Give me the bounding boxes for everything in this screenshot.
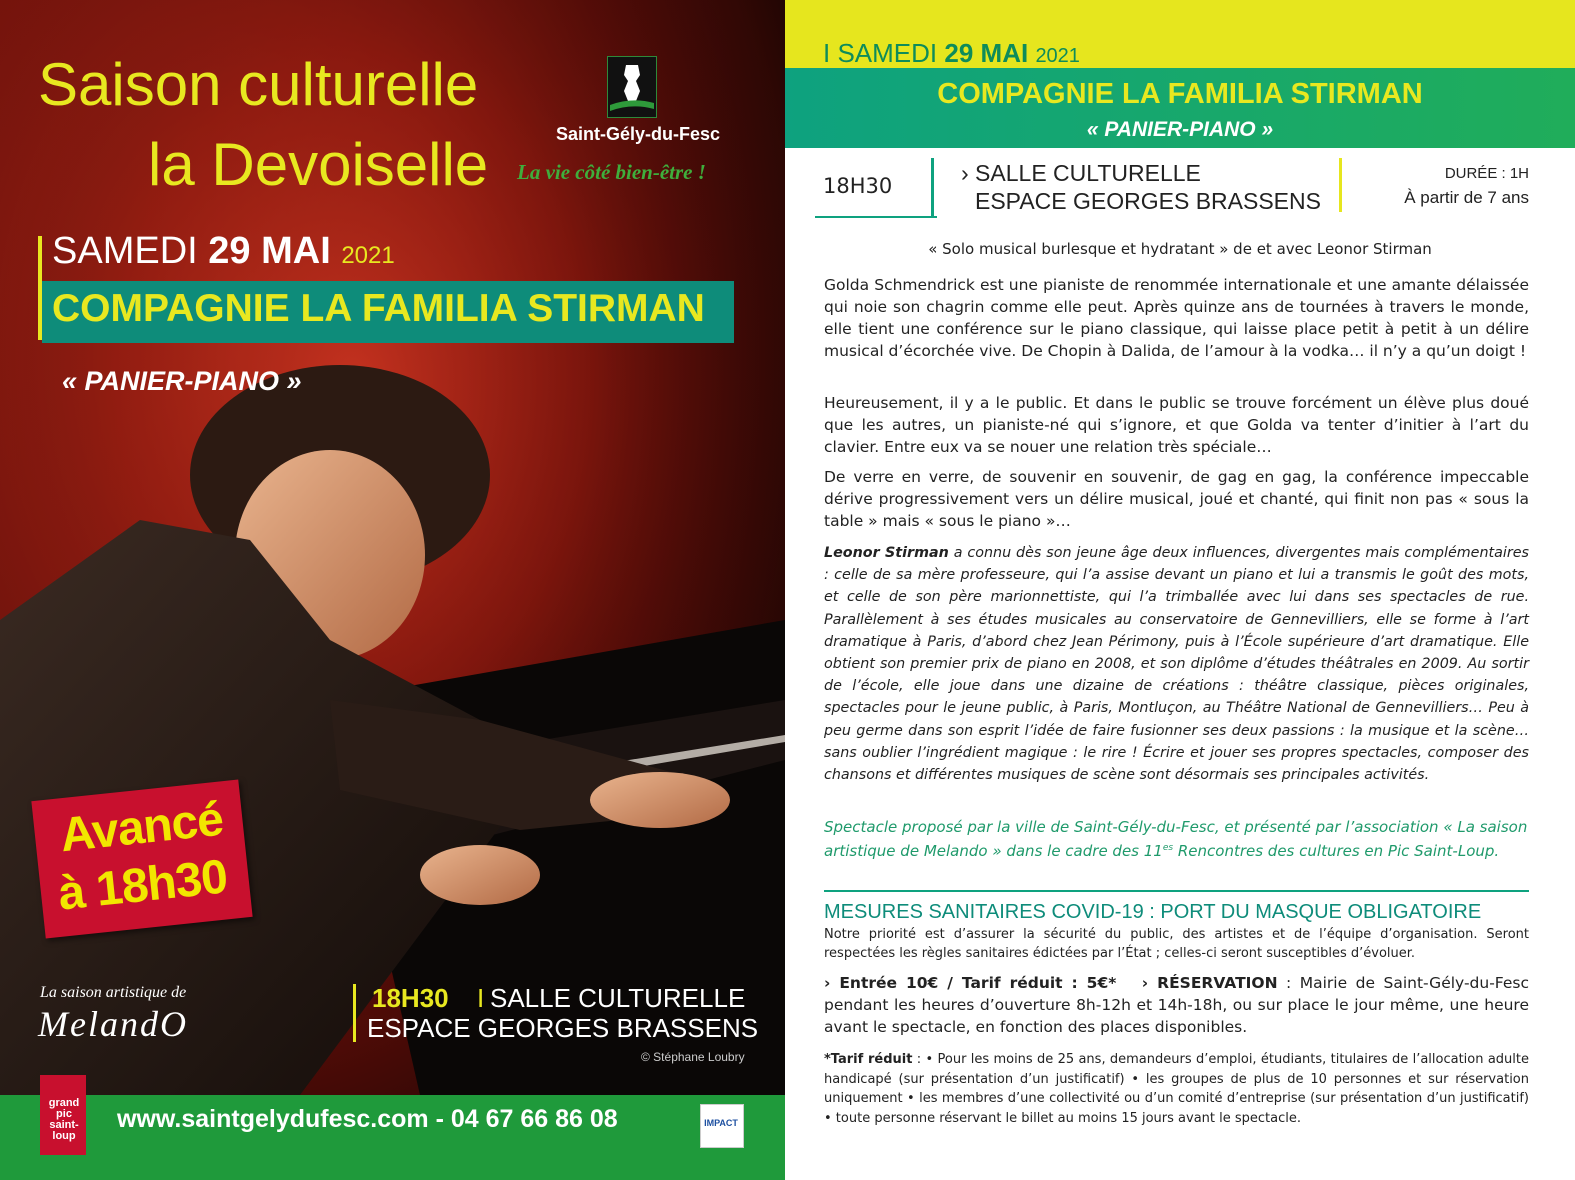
covid-text: Notre priorité est d’assurer la sécurité du public, des artistes et de l’équipe d’organisation. Seront respectées les règles sanitaires édictées par l’État ; celles-ci seront susceptibles d’évoluer. xyxy=(824,927,1529,961)
footer-contact[interactable]: www.saintgelydufesc.com - 04 67 66 86 08 xyxy=(117,1105,618,1133)
town-name: Saint-Gély-du-Fesc xyxy=(556,124,721,144)
sheet-venue-line1: › SALLE CULTURELLE xyxy=(961,160,1201,186)
sheet-time: 18H30 xyxy=(823,174,893,198)
photo-credit: © Stéphane Loubry xyxy=(641,1050,745,1064)
info-separator: I xyxy=(477,983,485,1013)
poster-venue-line1: SALLE CULTURELLE xyxy=(490,983,746,1013)
price-and-reservation xyxy=(824,972,1529,1038)
reservation-text: : Mairie de Saint-Gély-du-Fesc pendant les heures d’ouverture 8h-12h et 14h-18h, ou sur place le jour même, une heure avant le spectacle, en fonction des places disponibles. xyxy=(824,974,1529,1036)
poster-time: 18H30 xyxy=(372,983,449,1013)
poster-venue-line2: ESPACE GEORGES BRASSENS xyxy=(367,1013,759,1043)
artist-bio xyxy=(824,542,1529,786)
melando-caption: La saison artistique de xyxy=(40,984,187,1001)
sheet-age: À partir de 7 ans xyxy=(1404,188,1529,207)
price-info: › Entrée 10€ / Tarif réduit : 5€* xyxy=(824,974,1117,992)
date-number: 29 MAI xyxy=(208,230,331,272)
town-tagline: La vie côté bien-être ! xyxy=(517,160,706,184)
sheet-date-number: 29 MAI xyxy=(944,38,1029,68)
melando-logo: MelandO xyxy=(38,1004,188,1044)
reduced-rate-text: : • Pour les moins de 25 ans, demandeurs d’emploi, étudiants, titulaires de l’allocation adulte handicapé (sur présentation d’un justificatif) • les groupes de plus de 10 personnes et sur réservation uniquement • les membres d’une collectivité ou d’un comité d’entreprise (sur présentation d’un justificatif) • toute personne réservant le billet au moins 15 jours avant le spectacle. xyxy=(824,1052,1529,1126)
artist-name: Leonor Stirman xyxy=(824,545,949,561)
bear-icon xyxy=(608,57,656,117)
show-tagline: « Solo musical burlesque et hydratant » de et avec Leonor Stirman xyxy=(928,240,1432,258)
poster-company: COMPAGNIE LA FAMILIA STIRMAN xyxy=(52,287,705,330)
artist-bio-text: a connu dès son jeune âge deux influences, divergentes mais complémentaires : celle de sa mère professeure, qui l’a assise devant un piano et lui a transmis le goût des mots, et celle de son père marionnettiste, qui l’a trimballée avec lui dans ses spectacles de rue. Parallèlement à ses études musicales au conservatoire de Gennevilliers, elle se forme à l’art dramatique à Paris, d’abord chez Jean Périmony, puis à l’École supérieure d’art dramatique. Elle obtient son premier prix de piano en 2008, et son diplôme d’études théâtrales en 2009. Au sortir de l’école, elle joue dans une dizaine de créations : théâtre classique, pièces originales, spectacles pour le jeune public, à Paris, Montluçon, au Théâtre National de Gennevilliers… Peu à peu germe dans son esprit l’idée de faire fusionner ses deux passions : la musique et la scène… sans oublier l’ingrédient magique : le rire ! Écrire et jouer ses propres spectacles, composer des chansons et différentes musiques de scène sont désormais ses principales activités. xyxy=(824,545,1529,784)
poster-show-title: « PANIER-PIANO » xyxy=(62,366,302,396)
sheet-duration: DURÉE : 1H xyxy=(1444,165,1529,182)
venue-divider-right xyxy=(1339,158,1342,212)
season-title-line1: Saison culturelle xyxy=(38,51,479,118)
event-poster xyxy=(0,0,785,1180)
sheet-date-separator: I xyxy=(823,38,831,68)
event-description-sheet xyxy=(785,0,1575,1180)
covid-title: MESURES SANITAIRES COVID-19 : PORT DU MASQUE OBLIGATOIRE xyxy=(824,901,1482,923)
sheet-venue-line2: ESPACE GEORGES BRASSENS xyxy=(975,188,1321,214)
time-underline xyxy=(815,216,937,218)
venue-divider-left xyxy=(931,158,934,218)
season-title-line2: la Devoiselle xyxy=(148,131,489,198)
section-divider xyxy=(824,890,1529,892)
synopsis-paragraph-2: Heureusement, il y a le public. Et dans le public se trouve forcément un élève plus doué que les autres, un pianiste-né qui s’ignore, et que Golda va tenter d’initier à l’art du clavier. Entre eux va se nouer une relation très spéciale… xyxy=(824,394,1529,456)
credits-superscript: es xyxy=(1162,843,1174,853)
sheet-date xyxy=(823,38,1080,69)
reduced-rate-label: *Tarif réduit xyxy=(824,1052,913,1067)
sheet-date-day: SAMEDI xyxy=(837,38,938,68)
date-day: SAMEDI xyxy=(52,230,198,272)
credits-text-a: Spectacle proposé par la ville de Saint-Gély-du-Fesc, et présenté par l’association « La saison artistique de Melando » dans le cadre des 11 xyxy=(824,818,1528,860)
grand-pic-logo-text: grand pic saint-loup xyxy=(48,1097,80,1142)
synopsis-paragraph-3: De verre en verre, de souvenir en souvenir, de gag en gag, la conférence impeccable dérive progressivement vers un délire musical, joué et chanté, qui finit non pas « sous la table » mais « sous le piano »… xyxy=(824,468,1529,530)
poster-date xyxy=(52,230,395,273)
town-crest-logo xyxy=(607,56,657,118)
sheet-company: COMPAGNIE LA FAMILIA STIRMAN xyxy=(937,78,1423,110)
reduced-rate-details xyxy=(824,1050,1529,1128)
badge-line2: à 18h30 xyxy=(55,850,230,921)
credits-text-b: Rencontres des cultures en Pic Saint-Loup. xyxy=(1173,842,1500,860)
sheet-show-title: « PANIER-PIANO » xyxy=(1086,118,1274,141)
info-accent-bar xyxy=(353,984,356,1042)
impact-logo-text: IMPACT xyxy=(704,1118,738,1128)
date-year: 2021 xyxy=(341,242,395,269)
organizer-credits xyxy=(824,817,1529,862)
synopsis-paragraph-1: Golda Schmendrick est une pianiste de renommée internationale et une amante délaissée qui noie son chagrin comme elle peut. Après quinze ans de tournées à travers le monde, elle tient une conférence sur le piano classique, qui laisse place petit à petit à un délire musical d’écorchée vive. De Chopin à Dalida, de l’amour à la vodka… il n’y a qu’un doigt ! xyxy=(824,276,1529,360)
reservation-label: › RÉSERVATION xyxy=(1141,974,1278,992)
badge-line1: Avancé xyxy=(57,792,226,863)
sheet-date-year: 2021 xyxy=(1035,45,1080,67)
